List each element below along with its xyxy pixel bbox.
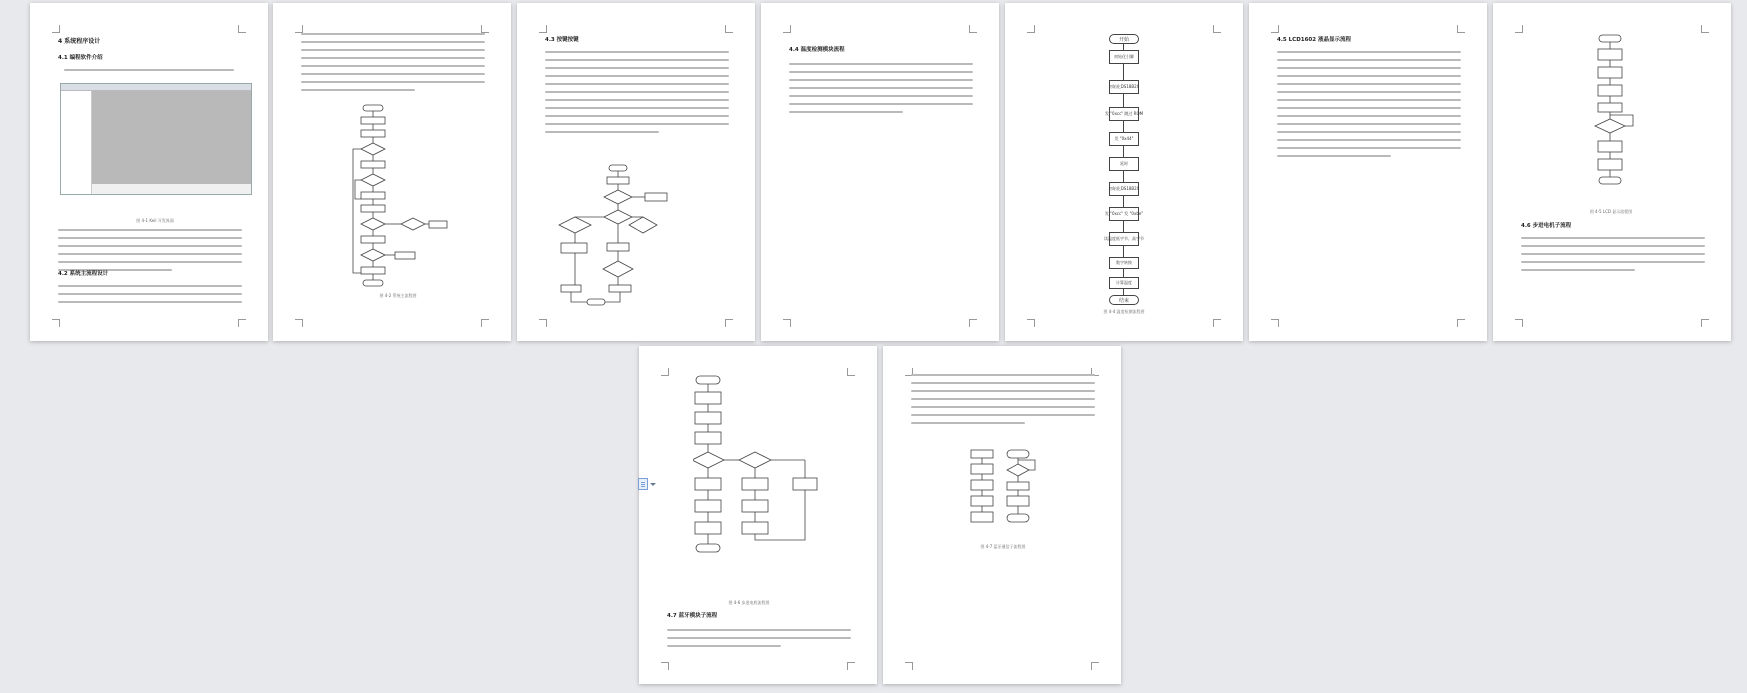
section-heading: 4.5 LCD1602 液晶显示流程 <box>1277 37 1351 43</box>
section-heading: 4.6 步进电机子流程 <box>1521 223 1572 229</box>
flow-node-label: 发 "0x44" <box>1114 136 1134 141</box>
flow-node-label: 开始 <box>1118 37 1130 43</box>
document-page-2 <box>273 3 511 341</box>
figure-caption: 图 4-6 步进电机流程图 <box>728 600 770 605</box>
chevron-down-icon[interactable] <box>650 483 656 486</box>
section-heading: 4.3 按键按键 <box>545 37 579 43</box>
lcd-flowchart <box>1575 33 1645 208</box>
document-page-4 <box>761 3 999 341</box>
figure-caption: 图 4-7 蓝牙通信子流程图 <box>980 544 1026 549</box>
document-page-3 <box>517 3 755 341</box>
document-page-7 <box>1493 3 1731 341</box>
key-scan-flowchart <box>547 163 677 311</box>
document-page-5 <box>1005 3 1243 341</box>
section-heading: 4.7 蓝牙模块子流程 <box>667 613 718 619</box>
flow-node-label: 初始化DS18B20 <box>1108 84 1140 89</box>
flow-node-label: 结束 <box>1118 298 1130 304</box>
document-page-8 <box>639 346 877 684</box>
bluetooth-flowchart <box>693 374 833 574</box>
document-outline-icon[interactable] <box>638 477 660 491</box>
flow-node-label: 延时 <box>1120 161 1128 166</box>
section-heading: 4.1 编程软件介绍 <box>58 55 103 61</box>
flow-node-label: 读温度低字节、高字节 <box>1104 236 1144 241</box>
bt-receive-flowchart <box>969 448 1039 538</box>
main-flowchart <box>343 103 453 293</box>
flow-node-label: 初始化引脚 <box>1114 54 1134 59</box>
flow-node-label: 初始化DS18B20 <box>1108 186 1140 191</box>
flow-node-label: 发 "0xcc" 跳过 ROM <box>1104 111 1144 116</box>
section-heading: 4 系统程序设计 <box>58 38 101 45</box>
section-heading: 4.2 系统主流程设计 <box>58 271 109 277</box>
flow-node-label: 发 "0xcc" 发 "0xbe" <box>1104 211 1144 216</box>
figure-caption: 图 4-4 温度检测流程图 <box>1103 309 1145 314</box>
document-page-6 <box>1249 3 1487 341</box>
section-heading: 4.4 温度检测模块流程 <box>789 47 845 53</box>
figure-caption: 图 4-2 系统主流程图 <box>379 293 417 298</box>
flow-node-label: 计算温度 <box>1116 280 1132 285</box>
keil-screenshot-image <box>60 83 252 195</box>
figure-caption: 图 4-1 Keil 开发界面 <box>136 218 174 223</box>
flow-node-label: 数字转换 <box>1116 260 1132 265</box>
document-page-1 <box>30 3 268 341</box>
figure-caption: 图 4-5 LCD 显示流程图 <box>1589 209 1633 214</box>
document-page-9 <box>883 346 1121 684</box>
